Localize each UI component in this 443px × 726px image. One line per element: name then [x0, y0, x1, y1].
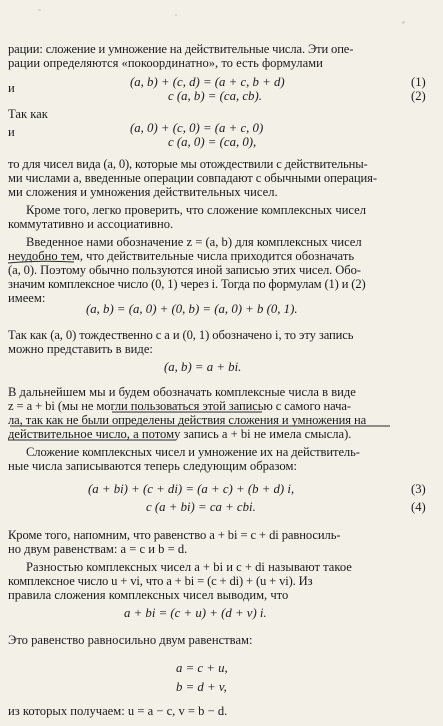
formula: c (a, 0) = (ca, 0),: [168, 135, 257, 149]
text-line: Кроме того, легко проверить, что сложение комплексных чисел: [26, 203, 367, 217]
formula: c (a, b) = (ca, cb).: [168, 89, 262, 103]
pencil-underline: [8, 261, 74, 263]
equation-number: (4): [411, 500, 426, 514]
formula: (a, 0) + (c, 0) = (a + c, 0): [130, 121, 264, 135]
text-line: ные числа записываются теперь следующим образом:: [8, 459, 297, 473]
formula: (a, b) = a + bi.: [164, 360, 242, 374]
formula: (a + bi) + (c + di) = (a + c) + (b + d) i,: [88, 482, 295, 496]
text-line: ми сложения и умножения действительных чисел.: [8, 185, 278, 199]
formula: b = d + v,: [176, 680, 227, 694]
equation-number: (2): [411, 89, 426, 103]
text-line: имеем:: [8, 291, 46, 305]
text-line: Это равенство равносильно двум равенствам:: [8, 633, 253, 647]
formula: (a, b) + (c, d) = (a + c, b + d): [130, 75, 285, 89]
text-line: Так как (a, 0) тождественно с a и (0, 1) обозначено i, то эту запись: [8, 328, 354, 342]
text-line: Введенное нами обозначение z = (a, b) для комплексных чисел: [26, 235, 362, 249]
text-line: ла, так как не были определены действия сложения и умножения на: [8, 413, 367, 427]
text-line: неудобно тем, что действительные числа приходится обозначать: [8, 249, 355, 263]
text-line: из которых получаем: u = a − c, v = b − d.: [8, 704, 228, 718]
text-line: (a, 0). Поэтому обычно пользуются иной записью этих чисел. Обо-: [8, 263, 361, 277]
text-line: Так как: [8, 107, 48, 121]
text-line: значим комплексное число (0, 1) через i. Тогда по формулам (1) и (2): [8, 277, 366, 291]
equation-number: (1): [411, 75, 426, 89]
formula: a = c + u,: [176, 661, 228, 675]
formula: (a, b) = (a, 0) + (0, b) = (a, 0) + b (0, 1).: [86, 302, 298, 316]
text-line: то для чисел вида (a, 0), которые мы отождествили с действительны-: [8, 157, 368, 171]
text-line: Сложение комплексных чисел и умножение их на действитель-: [26, 445, 360, 459]
equation-number: (3): [411, 482, 426, 496]
text-line: можно представить в виде:: [8, 342, 153, 356]
text-line: Кроме того, напомним, что равенство a + bi = c + di равносиль-: [8, 528, 341, 542]
text-line: но двум равенствам: a = c и b = d.: [8, 542, 188, 556]
text-line: рации определяются «покоординатно», то есть формулами: [8, 56, 323, 70]
text-line: действительное число, а потому запись a + bi не имела смысла).: [8, 427, 352, 441]
text-line: z = a + bi (мы не могли пользоваться этой записью с самого нача-: [8, 399, 351, 413]
text-line: ми числами a, введенные операции совпадают с обычными операция-: [8, 171, 377, 185]
text-line: В дальнейшем мы и будем обозначать комплексные числа в виде: [8, 385, 356, 399]
formula: c (a + bi) = ca + cbi.: [146, 500, 256, 514]
text-line: Разностью комплексных чисел a + bi и c + di называют такое: [26, 560, 352, 574]
text-line: рации: сложение и умножение на действительные числа. Эти опе-: [8, 42, 354, 56]
text-line: комплексное число u + vi, что a + bi = (c + di) + (u + vi). Из: [8, 574, 313, 588]
text-line: правила сложения комплексных чисел выводим, что: [8, 588, 289, 602]
formula: a + bi = (c + u) + (d + v) i.: [124, 606, 267, 620]
text-line: коммутативно и ассоциативно.: [8, 217, 174, 231]
conjunction: и: [8, 81, 15, 95]
conjunction: и: [8, 125, 15, 139]
